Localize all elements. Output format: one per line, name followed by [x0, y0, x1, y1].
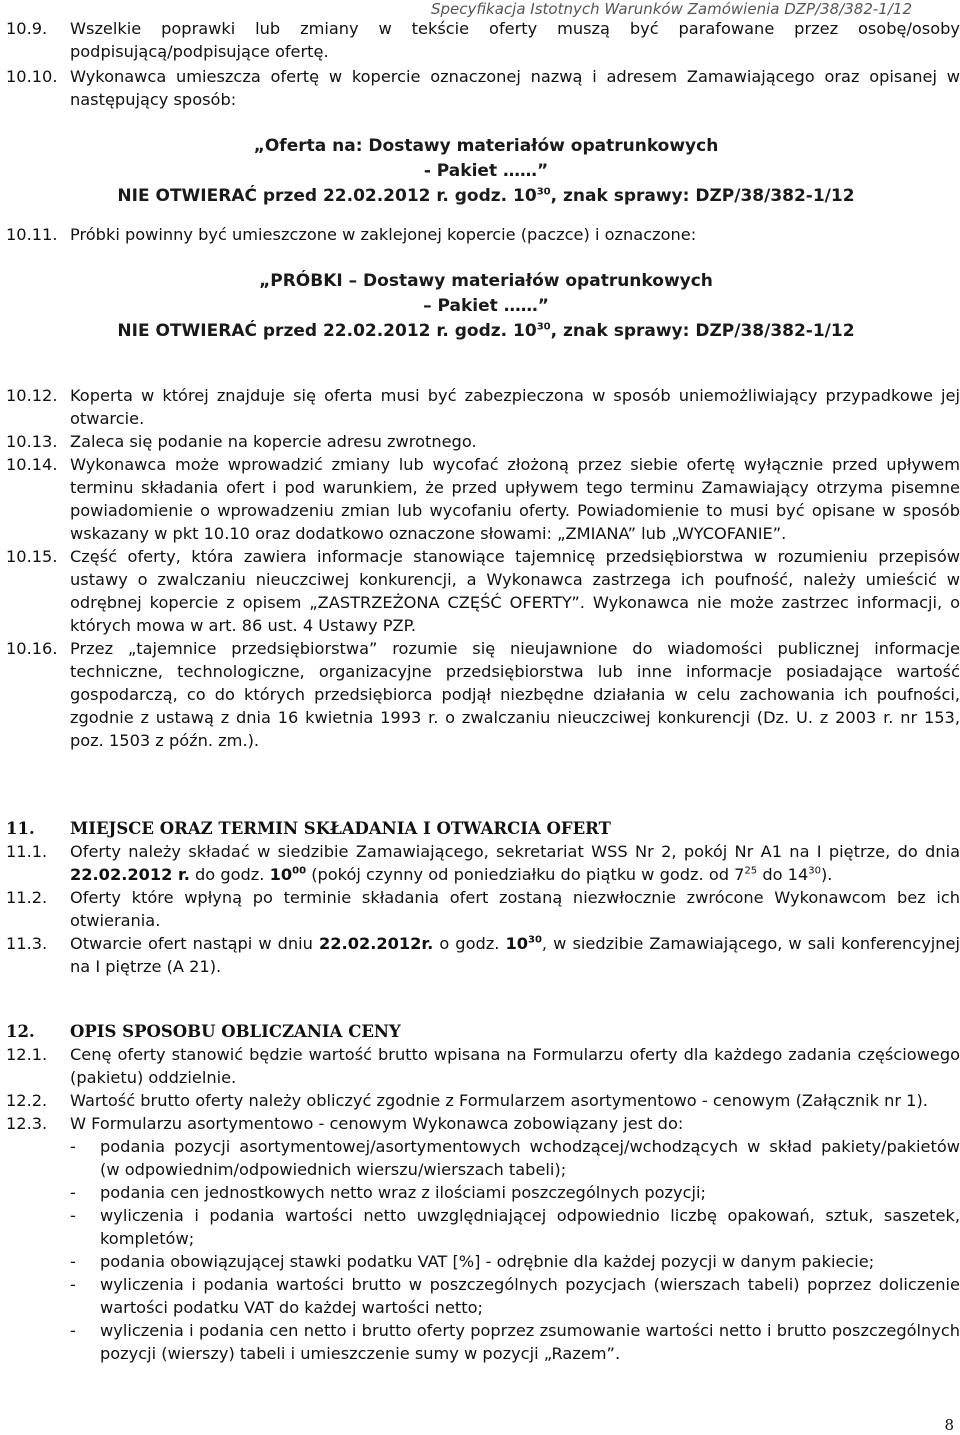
paragraphs-10-12-to-10-16	[6, 384, 960, 752]
time-superscript: 30	[536, 186, 551, 198]
paragraph-number: 10.14.	[6, 455, 58, 474]
envelope-line-3: NIE OTWIERAĆ przed 22.02.2012 r. godz. $10^{30}$, znak sprawy: DZP/38/382-1/12	[117, 186, 855, 206]
paragraph-text: Otwarcie ofert nastąpi w dniu 22.02.2012r. o godz. $10^{30}$, w siedzibie Zamawiającego, w sali konferencyjnej na I piętrze (A 21).	[70, 934, 960, 976]
paragraph-text: Koperta w której znajduje się oferta musi być zabezpieczona w sposób uniemożliwiający przypadkowe jej otwarcie.	[70, 386, 960, 428]
paragraph-10-13	[6, 430, 960, 453]
time-superscript: 30	[536, 321, 551, 333]
list-dash: -	[70, 1321, 76, 1340]
envelope-line-2: - Pakiet ……”	[423, 161, 549, 181]
paragraph-number: 10.15.	[6, 547, 58, 566]
list-item: - wyliczenia i podania wartości brutto w poszczególnych pozycjach (wierszach tabeli) poprzez doliczenie wartości podatku VAT do każdej wartości netto;	[70, 1275, 960, 1317]
paragraph-10-14	[6, 453, 960, 545]
paragraph-number: 10.10.	[6, 67, 58, 86]
section-title: OPIS SPOSOBU OBLICZANIA CENY	[70, 1022, 401, 1041]
section-heading	[6, 817, 960, 840]
paragraph-text: Wszelkie poprawki lub zmiany w tekście oferty muszą być parafowane przez osobę/osoby podpisującą/podpisujące ofertę.	[70, 19, 960, 61]
paragraph-number: 12.1.	[6, 1045, 48, 1064]
list-dash: -	[70, 1206, 76, 1225]
paragraph-text: Wykonawca umieszcza ofertę w kopercie oznaczonej nazwą i adresem Zamawiającego oraz opisanej w następujący sposób:	[70, 67, 960, 109]
section-number: 12.	[6, 1022, 35, 1041]
page-header: Specyfikacja Istotnych Warunków Zamówienia DZP/38/382-1/12	[430, 0, 912, 18]
paragraph-number: 10.11.	[6, 225, 58, 244]
list-item: - wyliczenia i podania wartości netto uwzględniającej odpowiednio liczbę opakowań, sztuk, saszetek, kompletów;	[70, 1206, 960, 1248]
paragraph-number: 10.12.	[6, 386, 58, 405]
paragraph-number: 11.1.	[6, 842, 48, 861]
paragraph-10-12	[6, 384, 960, 430]
section-number: 11.	[6, 819, 35, 838]
list-dash: -	[70, 1137, 76, 1156]
list-item: - podania pozycji asortymentowej/asortymentowych wchodzącej/wchodzących w skład pakiety/pakietów (w odpowiednim/odpowiednich wierszu/wierszach tabeli);	[70, 1137, 960, 1179]
envelope-label-offer	[0, 134, 960, 209]
deadline-date: 22.02.2012 r.	[70, 865, 190, 884]
opening-date: 22.02.2012r.	[319, 934, 434, 953]
paragraph-12-3	[6, 1112, 960, 1365]
paragraph-number: 12.2.	[6, 1091, 48, 1110]
list-dash: -	[70, 1275, 76, 1294]
paragraph-number: 11.2.	[6, 888, 48, 907]
paragraph-10-9	[6, 17, 960, 63]
paragraph-number: 11.3.	[6, 934, 48, 953]
paragraph-text: Część oferty, która zawiera informacje stanowiące tajemnicę przedsiębiorstwa w rozumieniu przepisów ustawy o zwalczaniu nieuczciwej konkurencji, a Wykonawca zastrzega ich poufność, należy umieścić w odrębnej kopercie z opisem „ZASTRZEŻONA CZĘŚĆ OFERTY”. Wykonawca nie może zastrzec informacji, o których mowa w art. 86 ust. 4 Ustawy PZP.	[70, 547, 960, 635]
paragraph-text: Próbki powinny być umieszczone w zaklejonej kopercie (paczce) i oznaczone:	[70, 225, 697, 244]
envelope-line-1: „Oferta na: Dostawy materiałów opatrunkowych	[253, 136, 719, 156]
paragraph-11-3	[6, 932, 960, 978]
paragraph-text: Zaleca się podanie na kopercie adresu zwrotnego.	[70, 432, 477, 451]
paragraph-body	[70, 1112, 960, 1365]
paragraph-number: 10.13.	[6, 432, 58, 451]
paragraph-number: 10.16.	[6, 639, 58, 658]
list-item: - podania cen jednostkowych netto wraz z ilościami poszczególnych pozycji;	[70, 1183, 706, 1202]
section-11	[6, 817, 960, 978]
envelope-line-3: NIE OTWIERAĆ przed 22.02.2012 r. godz. $10^{30}$, znak sprawy: DZP/38/382-1/12	[117, 321, 855, 341]
paragraph-10-10	[6, 65, 960, 111]
section-heading	[6, 1020, 960, 1043]
list-dash: -	[70, 1183, 76, 1202]
list-item: - wyliczenia i podania cen netto i brutto oferty poprzez zsumowanie wartości netto i brutto poszczególnych pozycji (wierszy) tabeli i umieszczenie sumy w pozycji „Razem”.	[70, 1321, 960, 1363]
envelope-line-2: – Pakiet ……”	[423, 296, 549, 316]
paragraph-text: Oferty należy składać w siedzibie Zamawiającego, sekretariat WSS Nr 2, pokój Nr A1 na I piętrze, do dnia 22.02.2012 r. do godz. $10^{00}$ (pokój czynny od poniedziałku do piątku w godz. od $7^{25}$ do $14^{30}$).	[70, 842, 960, 884]
list-dash: -	[70, 1252, 76, 1271]
paragraph-10-11	[6, 223, 960, 246]
paragraph-text: Przez „tajemnice przedsiębiorstwa” rozumie się nieujawnione do wiadomości publicznej informacje techniczne, technologiczne, organizacyjne przedsiębiorstwa lub inne informacje posiadające wartość gospodarczą, co do których przedsiębiorca podjął niezbędne działania w celu zachowania ich poufności, zgodnie z ustawą z dnia 16 kwietnia 1993 r. o zwalczaniu nieuczciwej konkurencji (Dz. U. z 2003 r. nr 153, poz. 1503 z późn. zm.).	[70, 639, 960, 750]
section-title: MIEJSCE ORAZ TERMIN SKŁADANIA I OTWARCIA OFERT	[70, 819, 611, 838]
section-12	[6, 1020, 960, 1365]
page-number: 8	[944, 1416, 954, 1434]
list-item: - podania obowiązującej stawki podatku VAT [%] - odrębnie dla każdej pozycji w danym pakiecie;	[70, 1252, 875, 1271]
deadline-hour: $10^{00}$	[269, 865, 307, 884]
paragraph-11-1	[6, 840, 960, 886]
paragraph-12-2	[6, 1089, 960, 1112]
envelope-line-1: „PRÓBKI – Dostawy materiałów opatrunkowych	[259, 271, 713, 291]
paragraph-text: Wykonawca może wprowadzić zmiany lub wycofać złożoną przez siebie ofertę wyłącznie przed upływem terminu składania ofert i pod warunkiem, że przed upływem tego terminu Zamawiający otrzyma pisemne powiadomienie o wprowadzeniu zmian lub wycofaniu oferty. Powiadomienie to musi być opisane w sposób wskazany w pkt 10.10 oraz dodatkowo oznaczone słowami: „ZMIANA” lub „WYCOFANIE”.	[70, 455, 960, 543]
paragraph-text: Wartość brutto oferty należy obliczyć zgodnie z Formularzem asortymentowo - cenowym (Załącznik nr 1).	[70, 1091, 928, 1110]
paragraph-10-15	[6, 545, 960, 637]
paragraph-number: 12.3.	[6, 1114, 48, 1133]
paragraph-11-2	[6, 886, 960, 932]
paragraph-10-16	[6, 637, 960, 752]
paragraph-12-1	[6, 1043, 960, 1089]
paragraph-text: W Formularzu asortymentowo - cenowym Wykonawca zobowiązany jest do:	[70, 1114, 684, 1133]
opening-hour: $10^{30}$	[505, 934, 542, 953]
envelope-label-samples	[0, 269, 960, 344]
paragraph-text: Oferty które wpłyną po terminie składania ofert zostaną niezwłocznie zwrócone Wykonawcom bez ich otwierania.	[70, 888, 960, 930]
paragraph-text: Cenę oferty stanowić będzie wartość brutto wpisana na Formularzu oferty dla każdego zadania częściowego (pakietu) oddzielnie.	[70, 1045, 960, 1087]
paragraph-number: 10.9.	[6, 19, 48, 38]
